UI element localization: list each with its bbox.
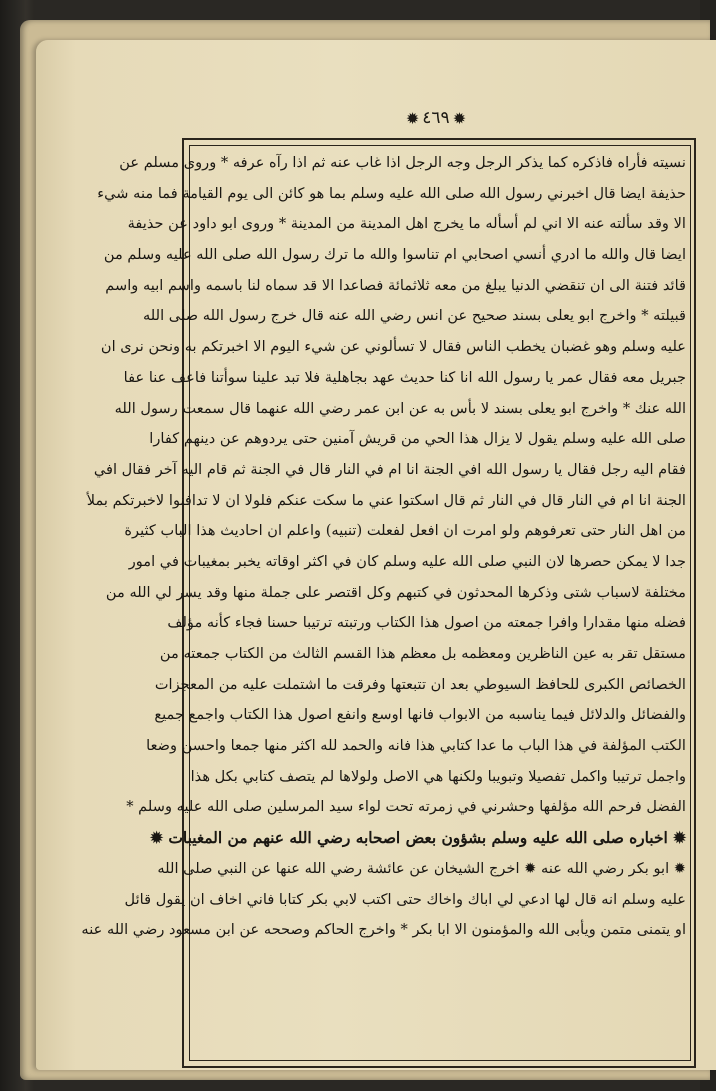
text-line: من اهل النار حتى تعرفوهم ولو امرت ان افعل لفعلت (تنبيه) واعلم ان احاديث هذا الباب كثيرة — [124, 522, 686, 540]
text-line: نسيته فأراه فاذكره كما يذكر الرجل وجه الرجل اذا غاب عنه ثم اذا رآه عرفه * وروى مسلم عن — [119, 154, 686, 171]
text-line: الجنة انا ام في النار قال في النار ثم قال اسكتوا عني ما سكت عنكم فلولا ان لا تدافنوا لاخبرتكم بملأ — [86, 491, 686, 509]
page-header — [396, 104, 476, 132]
text-line: واجمل ترتيبا واكمل تفصيلا وتبويبا ولكنها هي الاصل ولولاها لم يتصف كتابي بكل هذا — [190, 767, 686, 785]
text-line: حذيفة ايضا قال اخبرني رسول الله صلى الله عليه وسلم بما هو كائن الى يوم القيامة فما منه شيء — [97, 184, 686, 202]
text-line: الخصائص الكبرى للحافظ السيوطي بعد ان تتبعتها وفرقت ما اشتملت عليه من المعجزات — [154, 675, 686, 693]
section-heading: ✹ اخباره صلى الله عليه وسلم بشؤون بعض اصحابه رضي الله عنهم من المغيبات ✹ — [150, 829, 686, 848]
text-line: قبيلته * واخرج ابو يعلى بسند صحيح عن انس رضي الله عنه قال خرج رسول الله صلى الله — [142, 307, 686, 325]
page-number: ٤٦٩ — [422, 108, 450, 128]
text-line: والفضائل والدلائل فيما يناسبه من الابواب فانها اوسع وانفع اصول هذا الكتاب واجمع جميع — [154, 706, 686, 724]
text-line: قائد فتنة الى ان تنقضي الدنيا يبلغ من معه ثلاثمائة فصاعدا الا قد سماه لنا باسمه واسم ابيه واسم — [105, 276, 686, 294]
text-line: جدا لا يمكن حصرها لان النبي صلى الله عليه وسلم كان في اكثر اوقاته يخبر بمغيبات في امور — [128, 552, 686, 570]
text-line: الفضل فرحم الله مؤلفها وحشرني في زمرته تحت لواء سيد المرسلين صلى الله عليه وسلم * — [126, 798, 686, 816]
text-line: عليه وسلم وهو غضبان يخطب الناس فقال لا تسألوني عن شيء اليوم الا اخبرتكم به ونحن نرى ان — [100, 338, 686, 356]
ornament-right-icon: ✹ — [452, 108, 467, 128]
text-line: الله عنك * واخرج ابو يعلى بسند لا بأس به عن ابن عمر رضي الله عنهما قال سمعت رسول الله — [114, 399, 686, 417]
text-line: او يتمنى متمن ويأبى الله والمؤمنون الا ابا بكر * واخرج الحاكم وصححه عن ابن مسعود رضي الله عنه — [81, 921, 686, 939]
text-block — [81, 148, 686, 1058]
text-line: الا وقد سألته عنه الا اني لم أسأله ما يخرج اهل المدينة من المدينة * وروى ابو داود عن حذيفة — [127, 215, 686, 233]
text-line: فقام اليه رجل فقال يا رسول الله افي الجنة انا ام في النار قال في الجنة ثم قام اليه آخر فقال افي — [93, 460, 686, 478]
text-line: عليه وسلم انه قال لها ادعي لي اباك واخاك حتى اكتب لابي بكر كتابا فاني اخاف ان يقول قائل — [124, 890, 686, 908]
text-line: جبريل معه فقال عمر يا رسول الله انا كنا حديث عهد بجاهلية فلا تبد علينا سوأتنا فاعف عنا عفا — [123, 368, 686, 386]
text-line: صلى الله عليه وسلم يقول لا يزال هذا الحي من قريش آمنين حتى يردوهم عن دينهم كفارا — [149, 430, 686, 448]
text-line: ايضا قال والله ما ادري أنسي اصحابي ام تناسوا والله ما ترك رسول الله صلى الله عليه وسلم من — [103, 246, 686, 264]
text-line: الكتب المؤلفة في هذا الباب ما عدا كتابي هذا فانه والحمد لله اكثر منها جمعا واحسن وضعا — [146, 737, 686, 755]
ornament-left-icon: ✹ — [405, 108, 420, 128]
subsection-line: ✹ ابو بكر رضي الله عنه ✹ اخرج الشيخان عن عائشة رضي الله عنها عن النبي صلى الله — [157, 859, 686, 877]
text-line: مستقل تقر به عين الناظرين ومعظمه بل معظم هذا القسم الثالث من الكتاب جمعته من — [159, 645, 686, 662]
text-line: مختلفة لاسباب شتى وذكرها المحدثون في كتبهم وكل اقتصر على جملة منها وقد يسر لي الله من — [105, 583, 686, 601]
text-line: فضله منها مقدارا وافرا جمعته من اصول هذا الكتاب ورتبته ترتيبا حسنا فجاء كأنه مؤلف — [167, 614, 686, 632]
